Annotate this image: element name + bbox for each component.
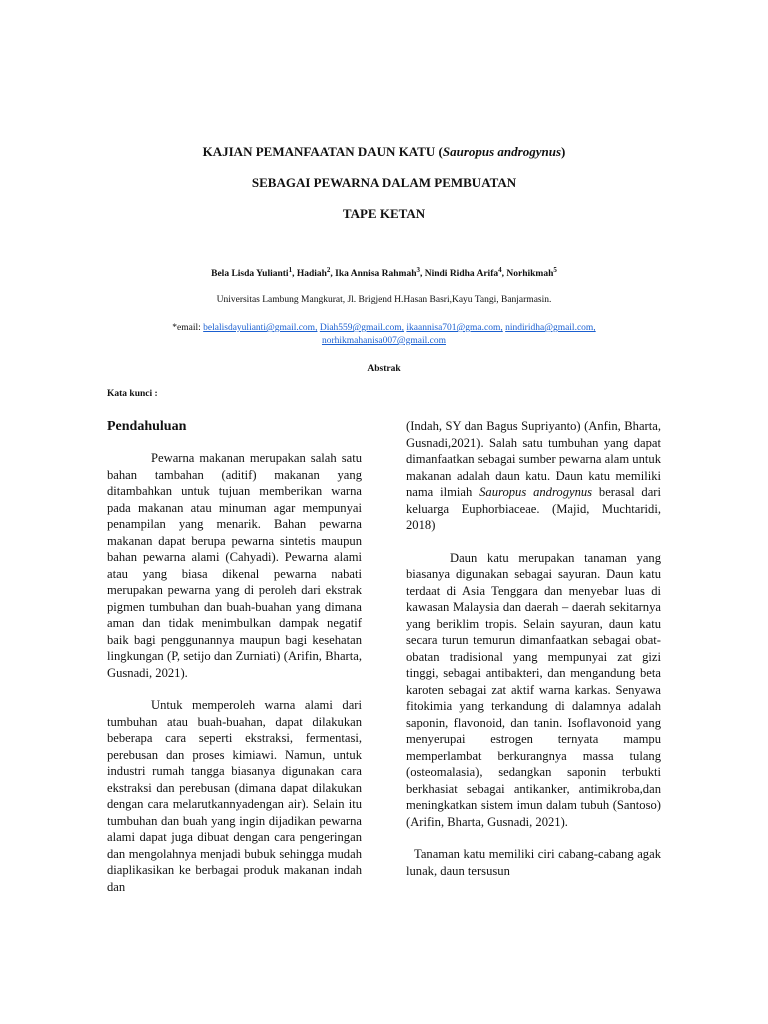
body-paragraph: Tanaman katu memiliki ciri cabang-cabang agak lunak, daun tersusun [406, 847, 661, 878]
paragraph-text: (Indah, SY dan Bagus Supriyanto) (Anfin, Bharta, Gusnadi,2021). Salah satu tumbuhan yang dapat dimanfaatkan sebagai sumber pewarna alam untuk makanan adalah daun katu. Daun katu memiliki nama ilmiah [406, 419, 661, 499]
email-link[interactable]: ikaannisa701@gma.com, [406, 323, 503, 333]
author-name: Ika Annisa Rahmah [335, 269, 417, 280]
title-line-1 [0, 144, 768, 160]
title-scientific-name: Sauropus androgynus [442, 144, 562, 159]
affiliation: Universitas Lambung Mangkurat, Jl. Brigjend H.Hasan Basri,Kayu Tangi, Banjarmasin. [216, 295, 552, 305]
email-link[interactable]: Diah559@gmail.com, [319, 323, 405, 333]
email-link[interactable]: nindiridha@gmail.com, [505, 323, 596, 333]
email-label: *email: [172, 323, 201, 333]
title-line-2: SEBAGAI PEWARNA DALAM PEMBUATAN [251, 175, 517, 190]
title-line-3: TAPE KETAN [342, 206, 426, 221]
author-affil-number: 3 [416, 266, 420, 274]
keywords-label: Kata kunci : [107, 389, 158, 399]
email-block [140, 322, 628, 348]
author-name: Nindi Ridha Arifa [424, 269, 499, 280]
email-link[interactable]: norhikmahanisa007@gmail.com [321, 336, 447, 346]
title-main: KAJIAN PEMANFAATAN DAUN KATU ( [202, 144, 443, 159]
author-affil-number: 5 [553, 266, 557, 274]
body-paragraph: Pewarna makanan merupakan salah satu bahan tambahan (aditif) makanan yang ditambahkan untuk tujuan memberikan warna pada makanan atau minuman agar mempunyai penampilan yang menarik. Bahan pewarna makanan dapat berupa pewarna sintetis maupun bahan pewarna alami (Cahyadi). Pewarna alami atau yang biasa dikenal pewarna nabati merupakan pewarna yang di peroleh dari ekstrak pigmen tumbuhan dan buah-buahan yang dimana aman dan tidak menimbulkan dampak negatif baik bagi penggunannya maupun bagi kesehatan lingkungan (P, setijo dan Zurniati) (Arifin, Bharta, Gusnadi, 2021). [107, 451, 362, 680]
email-link[interactable]: belalisdayulianti@gmail.com, [203, 323, 318, 333]
author-list: Bela Lisda Yulianti$^1$, Hadiah$^2$, Ika Annisa Rahmah$^3$, Nindi Ridha Arifa$^4$, Norhikmah$^5$ [211, 266, 557, 280]
abstract-heading: Abstrak [367, 364, 401, 374]
paragraph-text: berasal dari keluarga Euphorbiaceae. (Majid, Muchtaridi, 2018) [406, 485, 661, 532]
left-column [107, 418, 362, 911]
right-column [406, 418, 661, 895]
author-name: Hadiah [296, 269, 327, 280]
body-paragraph: Untuk memperoleh warna alami dari tumbuhan atau buah-buahan, dapat dilakukan beberapa cara seperti ekstraksi, fermentasi, perebusan dan proses kimiawi. Namun, untuk industri rumah tangga biasanya digunakan cara ekstraksi dan perebusan (dimana dapat dilakukan dengan cara melarutkannyadengan air). Selain itu tumbuhan dan buah yang ingin dijadikan pewarna alami dapat juga dibuat dengan cara pengeringan dan mengolahnya menjadi bubuk sehingga mudah diaplikasikan ke berbagai produk makanan indah dan [107, 698, 362, 894]
author-affil-number: 2 [326, 266, 331, 274]
scientific-name: Sauropus androgynus [479, 485, 593, 499]
body-paragraph: Daun katu merupakan tanaman yang biasanya digunakan sebagai sayuran. Daun katu terdaat di Asia Tenggara dan menyebar luas di kawasan Malaysia dan daerah – daerah sekitarnya yang beriklim tropis. Selain sayuran, daun katu secara turun temurun dimanfaatkan sebagai obat-obatan tradisional yang mempunyai zat gizi tinggi, sebagai antibakteri, dan mengandung beta karoten sebagai zat aktif warna karkas. Senyawa fitokimia yang terkandung di dalamnya adalah saponin, flavonoid, dan tanin. Isoflavonoid yang menyerupai estrogen ternyata mampu memperlambat berkurangnya massa tulang (osteomalasia), sedangkan saponin terbukti berkhasiat sebagai antikanker, antimikroba,dan meningkatkan sistem imun dalam tubuh (Santoso) (Arifin, Bharta, Gusnadi, 2021). [406, 550, 661, 829]
author-affil-number: 1 [288, 266, 293, 274]
title-close-paren: ) [561, 144, 566, 159]
section-heading: Pendahuluan [107, 419, 187, 434]
author-name: Norhikmah [506, 269, 554, 280]
author-affil-number: 4 [498, 266, 502, 274]
author-name: Bela Lisda Yulianti [211, 269, 289, 280]
body-paragraph [406, 418, 661, 534]
